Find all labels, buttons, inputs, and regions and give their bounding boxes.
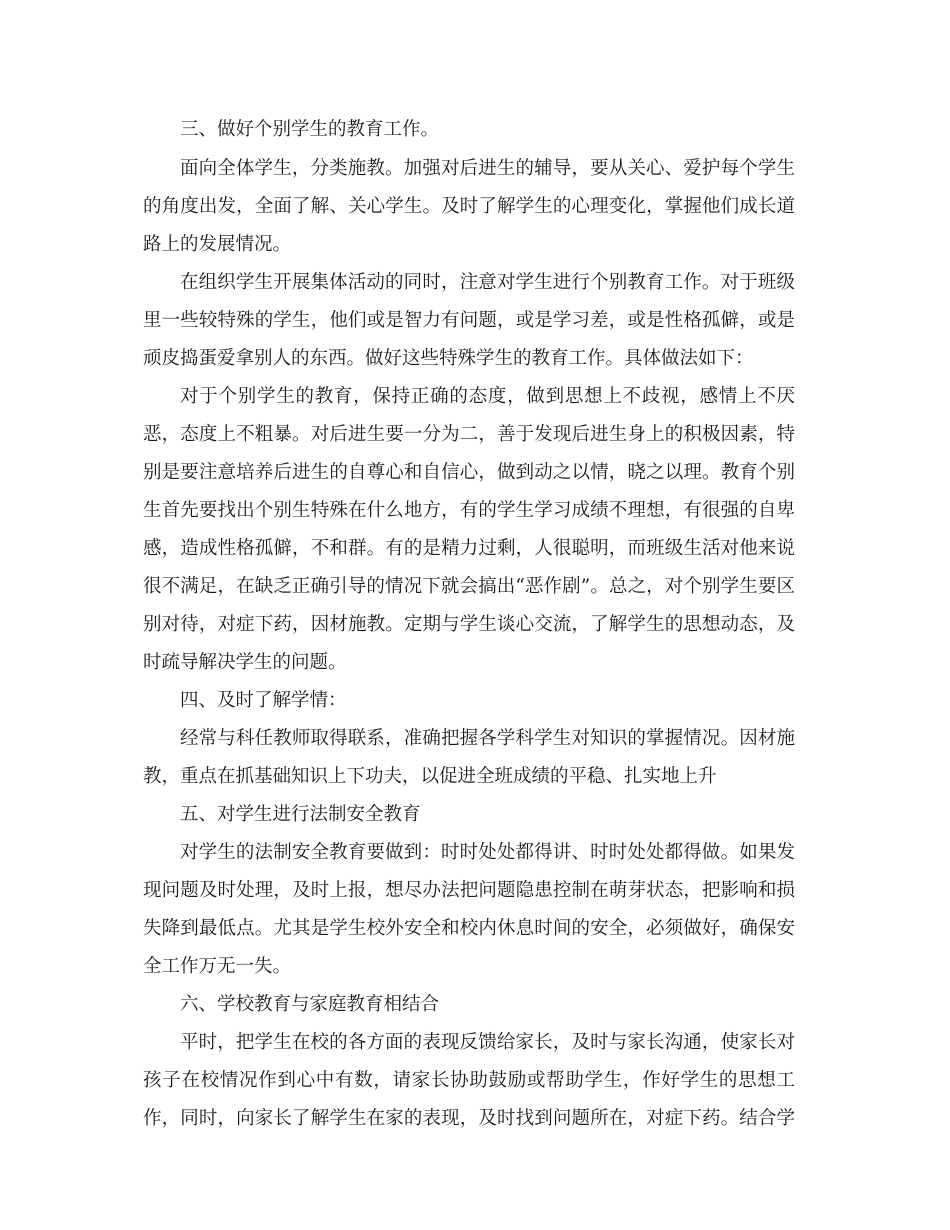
text-line: 别是要注意培养后进生的自尊心和自信心，做到动之以情，晓之以理。教育个别 — [143, 462, 795, 483]
text-line: 里一些较特殊的学生，他们或是智力有问题，或是学习差，或是性格孤僻，或是 — [143, 310, 795, 331]
text-line: 现问题及时处理，及时上报，想尽办法把问题隐患控制在萌芽状态，把影响和损 — [143, 880, 795, 901]
text-line: 路上的发展情况。 — [143, 234, 292, 255]
text-line: 在组织学生开展集体活动的同时，注意对学生进行个别教育工作。对于班级 — [180, 272, 795, 293]
text-line: 经常与科任教师取得联系，准确把握各学科学生对知识的掌握情况。因材施 — [180, 728, 795, 749]
text-line: 的角度出发，全面了解、关心学生。及时了解学生的心理变化，掌握他们成长道 — [143, 196, 795, 217]
text-line: 教，重点在抓基础知识上下功夫，以促进全班成绩的平稳、扎实地上升 — [143, 766, 717, 787]
heading-section-5: 五、对学生进行法制安全教育 — [180, 804, 421, 825]
text-line: 孩子在校情况作到心中有数，请家长协助鼓励或帮助学生，作好学生的思想工 — [143, 1070, 795, 1091]
text-line: 恶，态度上不粗暴。对后进生要一分为二，善于发现后进生身上的积极因素，特 — [143, 424, 795, 445]
heading-section-4: 四、及时了解学情： — [180, 690, 347, 711]
text-line: 面向全体学生，分类施教。加强对后进生的辅导，要从关心、爱护每个学生 — [180, 158, 795, 179]
text-line: 平时，把学生在校的各方面的表现反馈给家长，及时与家长沟通，使家长对 — [180, 1032, 795, 1053]
text-line: 全工作万无一失。 — [143, 956, 292, 977]
text-line: 生首先要找出个别生特殊在什么地方，有的学生学习成绩不理想，有很强的自卑 — [143, 500, 795, 521]
text-line: 对于个别学生的教育，保持正确的态度，做到思想上不歧视，感情上不厌 — [180, 386, 795, 407]
text-line: 别对待，对症下药，因材施教。定期与学生谈心交流，了解学生的思想动态，及 — [143, 614, 795, 635]
text-line: 很不满足，在缺乏正确引导的情况下就会搞出“恶作剧”。总之，对个别学生要区 — [143, 576, 795, 597]
text-line: 感，造成性格孤僻，不和群。有的是精力过剩，人很聪明，而班级生活对他来说 — [143, 538, 795, 559]
text-line: 顽皮捣蛋爱拿别人的东西。做好这些特殊学生的教育工作。具体做法如下： — [143, 348, 754, 369]
heading-section-3: 三、做好个别学生的教育工作。 — [180, 119, 440, 140]
text-line: 失降到最低点。尤其是学生校外安全和校内休息时间的安全，必须做好，确保安 — [143, 918, 795, 939]
text-line: 作，同时，向家长了解学生在家的表现，及时找到问题所在，对症下药。结合学 — [143, 1108, 795, 1129]
text-line: 对学生的法制安全教育要做到：时时处处都得讲、时时处处都得做。如果发 — [180, 842, 795, 863]
text-line: 时疏导解决学生的问题。 — [143, 652, 347, 673]
heading-section-6: 六、学校教育与家庭教育相结合 — [180, 994, 440, 1015]
